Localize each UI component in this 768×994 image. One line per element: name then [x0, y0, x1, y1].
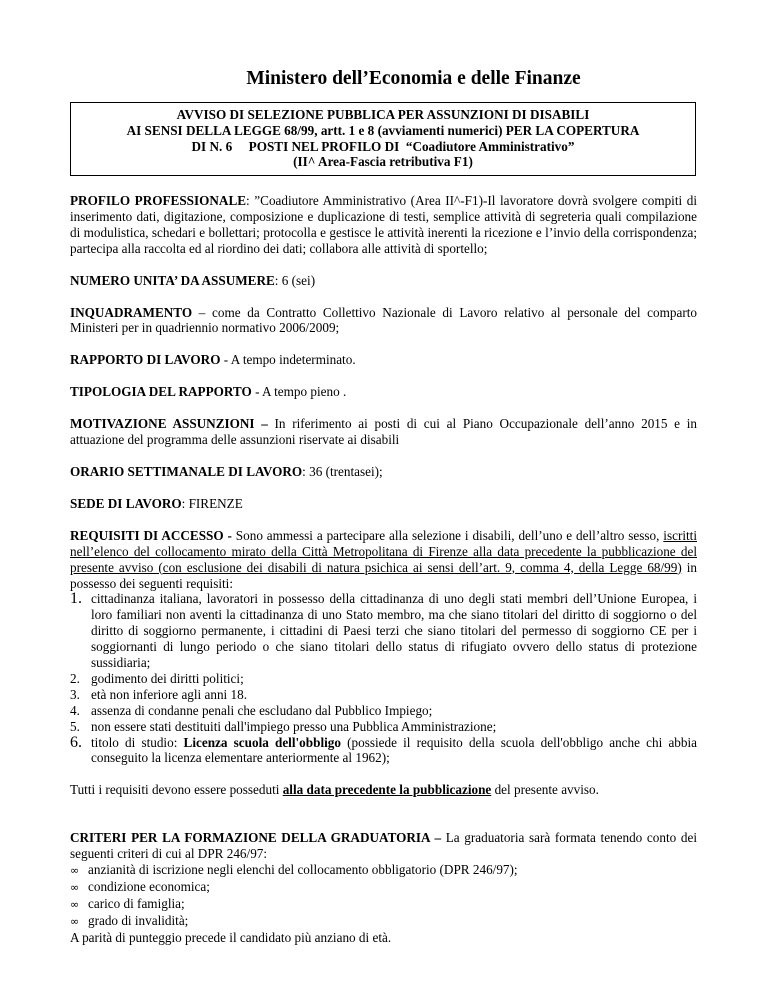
list-item: [70, 896, 697, 913]
criteri-label: CRITERI PER LA FORMAZIONE DELLA GRADUATORIA –: [70, 830, 442, 846]
sede-text: : FIRENZE: [181, 495, 243, 511]
spacer: [70, 814, 697, 830]
list-item-number: 6.: [70, 733, 82, 751]
infinity-bullet-icon: ∞: [70, 897, 80, 911]
list-item-number: 5.: [70, 718, 80, 734]
section-profilo: [70, 193, 697, 257]
list-item-text: anzianità di iscrizione negli elenchi del collocamento obbligatorio (DPR 246/97);: [88, 862, 518, 878]
sede-label: SEDE DI LAVORO: [70, 495, 182, 511]
header-line-1: AVVISO DI SELEZIONE PUBBLICA PER ASSUNZIONI DI DISABILI: [176, 107, 590, 122]
document-body: [70, 193, 697, 946]
criteria-list: [70, 862, 697, 930]
section-numero: [70, 273, 697, 289]
inquadramento-text: – come da Contratto Collettivo Nazionale di Lavoro relativo al personale del comparto Ministeri per in quadriennio normativo 2006/2009;: [70, 304, 697, 336]
section-inquadramento: [70, 305, 697, 337]
note-pre: Tutti i requisiti devono essere posseduti: [70, 782, 283, 798]
list-item: [70, 687, 697, 703]
header-line-2: AI SENSI DELLA LEGGE 68/99, artt. 1 e 8 (avviamenti numerici) PER LA COPERTURA: [126, 122, 640, 138]
list-item: [70, 913, 697, 930]
list-item: [70, 862, 697, 879]
header-line-4: (II^ Area-Fascia retributiva F1): [293, 154, 473, 170]
note-post: del presente avviso.: [491, 782, 599, 798]
motivazione-text: In riferimento ai posti di cui al Piano Occupazionale dell’anno 2015 e in attuazione del programma delle assunzioni riservate ai disabili: [70, 416, 697, 448]
numero-label: NUMERO UNITA’ DA ASSUMERE: [70, 272, 275, 288]
tipologia-text: - A tempo pieno .: [251, 384, 347, 400]
motivazione-label: MOTIVAZIONE ASSUNZIONI –: [70, 416, 268, 432]
tipologia-label: TIPOLOGIA DEL RAPPORTO: [70, 384, 252, 400]
list-item-text: carico di famiglia;: [88, 895, 185, 911]
note-bold: alla data precedente la pubblicazione: [282, 782, 492, 798]
infinity-bullet-icon: ∞: [70, 881, 80, 894]
list-item-number: 4.: [70, 702, 80, 718]
list-item-text: godimento dei diritti politici;: [91, 670, 244, 686]
criteri-text: La graduatoria sarà formata tenendo conto dei seguenti criteri di cui al DPR 246/97:: [70, 830, 697, 862]
requisiti-label: REQUISITI DI ACCESSO -: [70, 527, 232, 543]
list-item-text: assenza di condanne penali che escludano dal Pubblico Impiego;: [91, 702, 433, 718]
inquadramento-label: INQUADRAMENTO: [70, 304, 193, 320]
infinity-bullet-icon: ∞: [70, 914, 80, 928]
list-item: [70, 671, 697, 687]
list-item-text: età non inferiore agli anni 18.: [91, 686, 247, 702]
section-motivazione: [70, 416, 697, 448]
list-item: [70, 591, 697, 671]
requisiti-text-b: in possesso dei seguenti requisiti:: [70, 559, 697, 591]
list-item-text: non essere stati destituiti dall'impiego presso una Pubblica Amministrazione;: [91, 718, 497, 734]
list-item: [70, 735, 697, 767]
list-item-number: 1.: [70, 590, 82, 608]
list-item-number: 3.: [70, 686, 80, 702]
rapporto-text: - A tempo indeterminato.: [220, 352, 356, 368]
section-requisiti: [70, 528, 697, 592]
list-item-text: cittadinanza italiana, lavoratori in possesso della cittadinanza di uno degli stati membri dell’Unione Europea, i loro familiari non aventi la cittadinanza di uno Stato membro, ma che siano titolari del diritto di soggiorno o del diritto di soggiorno permanente, i cittadini di Paesi terzi che siano titolari del permesso di soggiorno CE per i soggiornanti di lungo periodo o che siano titolari dello status di rifugiato ovvero dello status di protezione sussidiaria;: [91, 591, 697, 671]
numero-text: : 6 (sei): [274, 272, 316, 288]
section-sede: [70, 496, 697, 512]
orario-label: ORARIO SETTIMANALE DI LAVORO: [70, 463, 303, 479]
list-item-text: condizione economica;: [88, 879, 210, 894]
requirements-note: [70, 782, 697, 798]
list-item-text-post: (possiede il requisito della scuola dell'obbligo anche chi abbia conseguito la licenza elementare anteriormente al 1962);: [91, 734, 698, 766]
list-item: [70, 703, 697, 719]
requirements-list: [70, 591, 697, 766]
profilo-label: PROFILO PROFESSIONALE: [70, 193, 247, 208]
profilo-text: : ”Coadiutore Amministrativo (Area II^-F1)-Il lavoratore dovrà svolgere compiti di inserimento dati, digitazione, composizione e duplicazione di testi, semplice attività di segreteria quali compilazione di modulistica, schedari e bollettari; protocolla e gestisce le attività inerenti la ricezione e l’invio della corrispondenza; partecipa alla raccolta ed al riordino dei dati; collabora alle attività di sportello;: [70, 193, 697, 256]
header-line-3: DI N. 6 POSTI NEL PROFILO DI “Coadiutore Amministrativo”: [191, 138, 575, 154]
list-item-number: 2.: [70, 670, 80, 686]
list-item-text: grado di invalidità;: [88, 912, 189, 928]
section-rapporto: [70, 352, 697, 368]
section-criteri: [70, 830, 697, 862]
section-orario: [70, 464, 697, 480]
criteria-closing: A parità di punteggio precede il candidato più anziano di età.: [70, 929, 392, 945]
list-item: [70, 719, 697, 735]
orario-text: : 36 (trentasei);: [302, 463, 383, 479]
notice-header-box: [70, 102, 696, 176]
list-item-bold: Licenza scuola dell'obbligo: [183, 734, 341, 750]
page-title: Ministero dell’Economia e delle Finanze: [246, 68, 581, 89]
list-item: [70, 879, 697, 896]
list-item-text: titolo di studio:: [91, 734, 184, 750]
infinity-bullet-icon: ∞: [70, 864, 80, 878]
rapporto-label: RAPPORTO DI LAVORO: [70, 352, 221, 368]
requisiti-text-a: Sono ammessi a partecipare alla selezione i disabili, dell’uno e dell’altro sesso,: [231, 527, 664, 543]
requisiti-underlined: iscritti nell’elenco del collocamento mirato della Città Metropolitana di Firenze alla data precedente la pubblicazione del presente avviso (con esclusione dei disabili di natura psichica ai sensi dell’art. 9, comma 4, della Legge 68/99): [70, 527, 697, 575]
section-tipologia: [70, 384, 697, 400]
